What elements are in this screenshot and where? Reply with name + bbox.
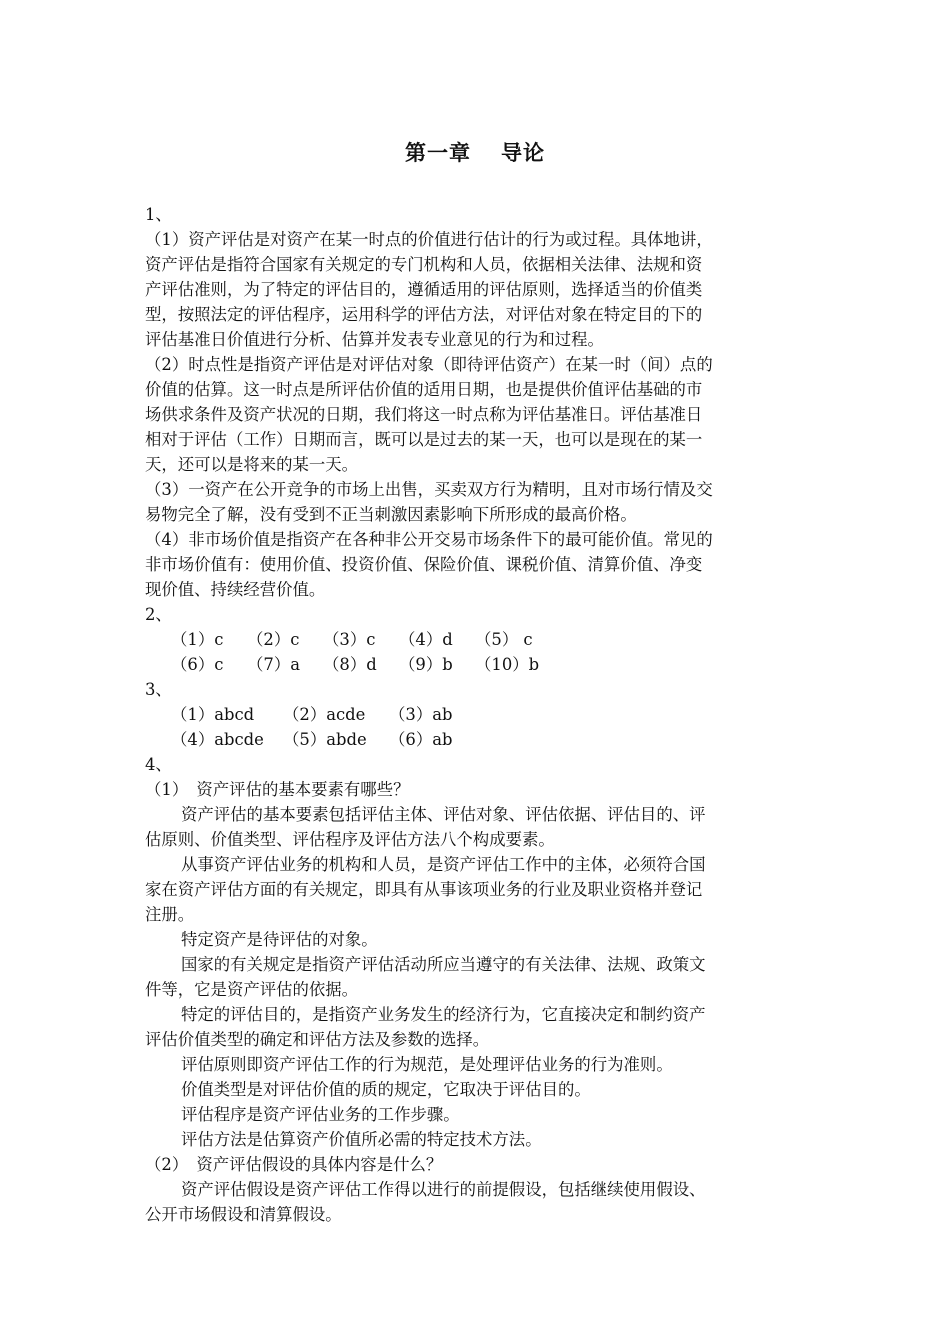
answer-item: （4）d <box>399 630 453 649</box>
paragraph-line: 评估程序是资产评估业务的工作步骤。 <box>181 1105 460 1124</box>
answer-item: （6）c <box>171 655 224 674</box>
answer-item: （2）c <box>247 630 300 649</box>
paragraph-line: 从事资产评估业务的机构和人员，是资产评估工作中的主体，必须符合国 <box>181 855 706 874</box>
paragraph-line: 公开市场假设和清算假设。 <box>145 1205 342 1224</box>
paragraph-line: 特定的评估目的，是指资产业务发生的经济行为，它直接决定和制约资产 <box>181 1005 706 1024</box>
answer-item: （9）b <box>399 655 453 674</box>
paragraph-line: 场供求条件及资产状况的日期，我们将这一时点称为评估基准日。评估基准日 <box>145 405 703 424</box>
answer-row <box>145 702 807 727</box>
section-heading-4: 4、 <box>145 755 172 774</box>
answer-item: （5）abde <box>283 730 367 749</box>
paragraph-line: 天，还可以是将来的某一天。 <box>145 455 359 474</box>
paragraph-line: 价值的估算。这一时点是所评估价值的适用日期，也是提供价值评估基础的市 <box>145 380 703 399</box>
paragraph-line: 型，按照法定的评估程序，运用科学的评估方法，对评估对象在特定目的下的 <box>145 305 703 324</box>
paragraph-line: 估原则、价值类型、评估程序及评估方法八个构成要素。 <box>145 830 555 849</box>
section-heading-2: 2、 <box>145 605 172 624</box>
paragraph-line: 资产评估是指符合国家有关规定的专门机构和人员，依据相关法律、法规和资 <box>145 255 703 274</box>
answer-item: （3）c <box>323 630 376 649</box>
paragraph-line: 价值类型是对评估价值的质的规定，它取决于评估目的。 <box>181 1080 591 1099</box>
question-heading: （1） 资产评估的基本要素有哪些？ <box>145 780 410 799</box>
paragraph-line: （1）资产评估是对资产在某一时点的价值进行估计的行为或过程。具体地讲， <box>145 230 713 249</box>
paragraph-line: 现价值、持续经营价值。 <box>145 580 326 599</box>
paragraph-line: （3）一资产在公开竞争的市场上出售，买卖双方行为精明，且对市场行情及交 <box>145 480 713 499</box>
paragraph-line: 评估原则即资产评估工作的行为规范，是处理评估业务的行为准则。 <box>181 1055 673 1074</box>
paragraph-line: 国家的有关规定是指资产评估活动所应当遵守的有关法律、法规、政策文 <box>181 955 706 974</box>
chapter-title <box>0 137 950 167</box>
paragraph-line: 资产评估假设是资产评估工作得以进行的前提假设，包括继续使用假设、 <box>181 1180 706 1199</box>
answer-row <box>145 652 807 677</box>
document-body <box>145 202 807 1227</box>
chapter-number: 第一章 <box>405 141 471 165</box>
question-heading: （2） 资产评估假设的具体内容是什么？ <box>145 1155 443 1174</box>
answer-item: （1）abcd <box>171 705 255 724</box>
answer-item: （10）b <box>475 655 540 674</box>
answer-row <box>145 627 807 652</box>
answer-item: （5） c <box>475 630 533 649</box>
answer-item: （4）abcde <box>171 730 264 749</box>
answer-item: （2）acde <box>283 705 366 724</box>
paragraph-line: （4）非市场价值是指资产在各种非公开交易市场条件下的最可能价值。常见的 <box>145 530 713 549</box>
paragraph-line: 注册。 <box>145 905 195 924</box>
section-heading-1: 1、 <box>145 205 172 224</box>
paragraph-line: 特定资产是待评估的对象。 <box>181 930 378 949</box>
answer-item: （1）c <box>171 630 224 649</box>
answer-item: （7）a <box>247 655 300 674</box>
paragraph-line: 评估价值类型的确定和评估方法及参数的选择。 <box>145 1030 490 1049</box>
paragraph-line: 评估方法是估算资产价值所必需的特定技术方法。 <box>181 1130 542 1149</box>
section-heading-3: 3、 <box>145 680 172 699</box>
paragraph-line: 资产评估的基本要素包括评估主体、评估对象、评估依据、评估目的、评 <box>181 805 706 824</box>
paragraph-line: 易物完全了解，没有受到不正当刺激因素影响下所形成的最高价格。 <box>145 505 637 524</box>
paragraph-line: 产评估准则，为了特定的评估目的，遵循适用的评估原则，选择适当的价值类 <box>145 280 703 299</box>
paragraph-line: 家在资产评估方面的有关规定，即具有从事该项业务的行业及职业资格并登记 <box>145 880 703 899</box>
answer-item: （3）ab <box>389 705 453 724</box>
paragraph-line: 件等，它是资产评估的依据。 <box>145 980 359 999</box>
answer-row <box>145 727 807 752</box>
chapter-name: 导论 <box>501 141 545 165</box>
answer-item: （6）ab <box>389 730 453 749</box>
paragraph-line: 相对于评估（工作）日期而言，既可以是过去的某一天，也可以是现在的某一 <box>145 430 703 449</box>
paragraph-line: 非市场价值有：使用价值、投资价值、保险价值、课税价值、清算价值、净变 <box>145 555 703 574</box>
paragraph-line: 评估基准日价值进行分析、估算并发表专业意见的行为和过程。 <box>145 330 604 349</box>
paragraph-line: （2）时点性是指资产评估是对评估对象（即待评估资产）在某一时（间）点的 <box>145 355 713 374</box>
answer-item: （8）d <box>323 655 377 674</box>
